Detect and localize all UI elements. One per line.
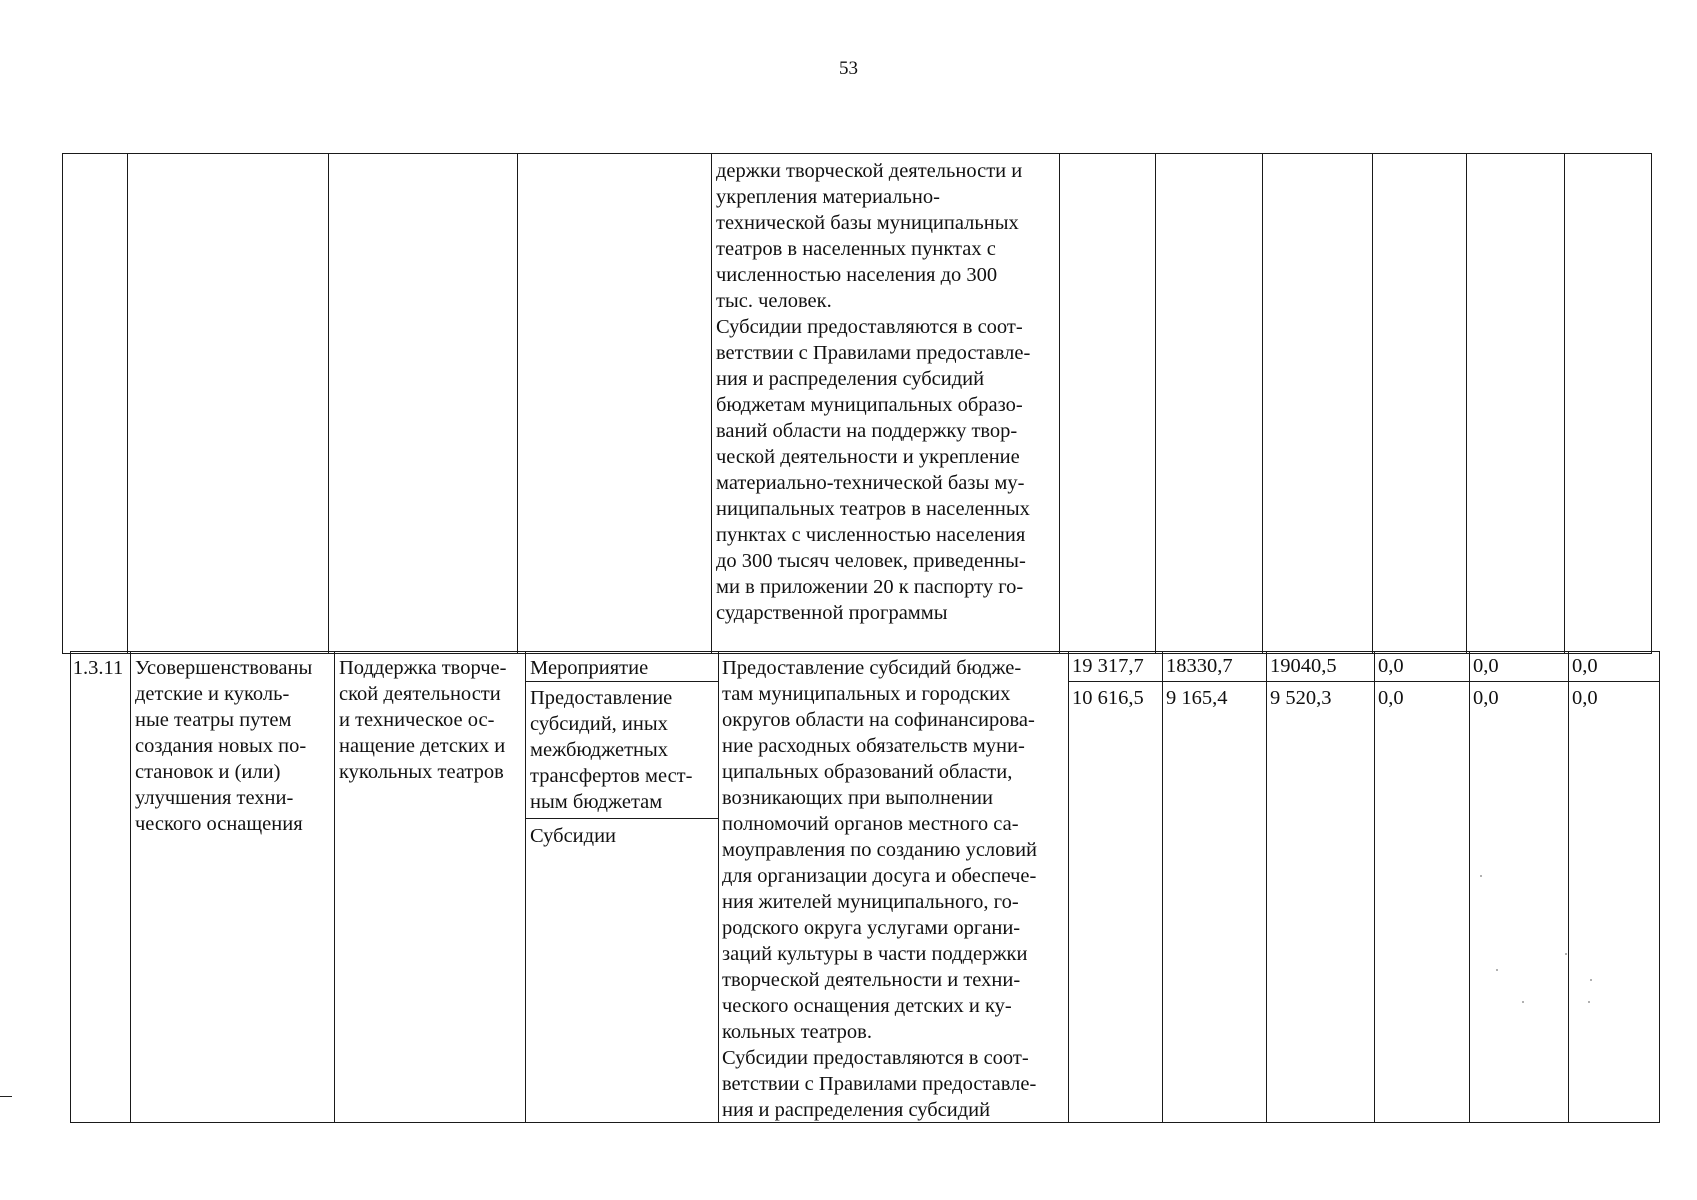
- value-cell: 18330,7: [1166, 655, 1233, 677]
- event-description: Предоставление субсидий бюдже- там муниципальных и городских округов области на софинансирова- ние расходных обязательств муни- ципальных образований области, возникающих при выполнении полномочий органов местного са- моуправления по созданию условий для организации досуга и обеспече- ния жителей муниципального, го- родского округа услугами органи- заций культуры в части поддержки творческой деятельности и техни- ческого оснащения детских и ку- кольных театров. Субсидии предоставляются в соот- ветствии с Правилами предоставле- ния и распределения субсидий: [722, 657, 1038, 1121]
- col-divider: [1568, 651, 1569, 1123]
- col-divider: [1374, 651, 1375, 1123]
- col-divider: [525, 651, 526, 1123]
- col-divider: [1564, 153, 1565, 654]
- scan-speck: [1496, 969, 1498, 971]
- expected-result: Усовершенствованы детские и куколь- ные театры путем создания новых по- становок и (или) улучшения техни- ческого оснащения: [135, 657, 313, 835]
- type-separator: [525, 681, 718, 682]
- event-name: Поддержка творче- ской деятельности и техническое ос- нащение детских и кукольных театров: [339, 657, 507, 783]
- col-divider: [1068, 651, 1069, 1123]
- col-divider: [1162, 651, 1163, 1123]
- col-divider: [1155, 153, 1156, 654]
- col-divider: [1262, 153, 1263, 654]
- value-cell: 0,0: [1378, 655, 1404, 677]
- col-divider: [517, 153, 518, 654]
- scan-speck: [1565, 953, 1567, 955]
- value-cell: 9 165,4: [1166, 687, 1228, 709]
- scan-speck: [1522, 1001, 1524, 1003]
- type-kind: Субсидии: [530, 825, 617, 847]
- value-cell: 19040,5: [1270, 655, 1337, 677]
- table-row-continued: [62, 153, 1652, 654]
- col-divider: [1266, 651, 1267, 1123]
- scan-speck: [1480, 875, 1482, 877]
- col-divider: [127, 153, 128, 654]
- subtype-separator: [525, 818, 718, 819]
- type-label: Мероприятие: [530, 657, 649, 679]
- margin-mark: [0, 1096, 12, 1097]
- value-cell: 0,0: [1473, 687, 1499, 709]
- value-cell: 10 616,5: [1072, 687, 1144, 709]
- continued-description: держки творческой деятельности и укрепления материально- технической базы муниципальных театров в населенных пунктах с численностью населения до 300 тыс. человек. Субсидии предоставляются в соот- ветствии с Правилами предоставле- ния и распределения субсидий бюджетам муниципальных образо- ваний области на поддержку твор- ческой деятельности и укрепление материально-технической базы му- ниципальных театров в населенных пунктах с численностью населения до 300 тысяч человек, приведенны- ми в приложении 20 к паспорту го- сударственной программы: [716, 160, 1031, 624]
- col-divider: [334, 651, 335, 1123]
- value-cell: 0,0: [1473, 655, 1499, 677]
- value-cell: 0,0: [1572, 687, 1598, 709]
- col-divider: [328, 153, 329, 654]
- scan-speck: [1590, 979, 1592, 981]
- col-divider: [130, 651, 131, 1123]
- values-separator: [1068, 681, 1660, 682]
- col-divider: [1466, 153, 1467, 654]
- value-cell: 19 317,7: [1072, 655, 1144, 677]
- col-divider: [1372, 153, 1373, 654]
- type-subtype: Предоставление субсидий, иных межбюджетных трансфертов мест- ным бюджетам: [530, 687, 693, 813]
- col-divider: [1059, 153, 1060, 654]
- table-row-1-3-11: [70, 651, 1660, 1123]
- col-divider: [1469, 651, 1470, 1123]
- value-cell: 0,0: [1378, 687, 1404, 709]
- row-number: 1.3.11: [72, 657, 124, 679]
- col-divider: [718, 651, 719, 1123]
- col-divider: [711, 153, 712, 654]
- scan-speck: [1588, 1001, 1590, 1003]
- page-number: 53: [839, 58, 858, 79]
- value-cell: 9 520,3: [1270, 687, 1332, 709]
- value-cell: 0,0: [1572, 655, 1598, 677]
